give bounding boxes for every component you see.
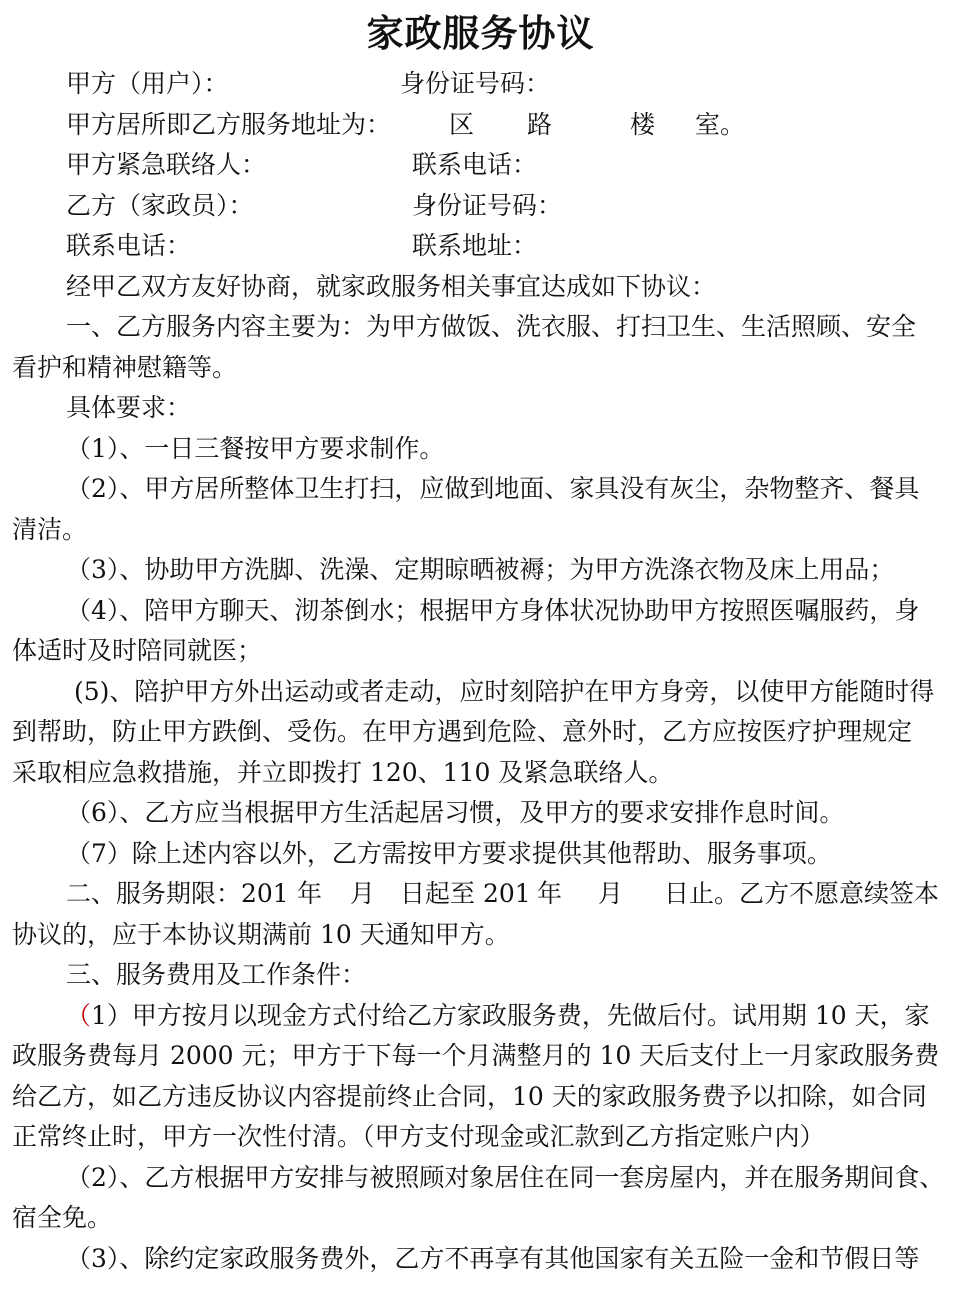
requirement-item-2-line2: 清洁。 xyxy=(12,515,88,544)
emergency-phone-label: 联系电话： xyxy=(412,150,538,179)
section2-month1: 月 xyxy=(350,879,376,908)
requirement-item-5-line3: 采取相应急救措施，并立即拨打 120、110 及紧急联络人。 xyxy=(12,758,674,787)
section2-line2: 协议的，应于本协议期满前 10 天通知甲方。 xyxy=(12,920,510,949)
requirement-item-3: （3）、协助甲方洗脚、洗澡、定期晾晒被褥；为甲方洗涤衣物及床上用品； xyxy=(66,555,895,584)
party-b-address-label: 联系地址： xyxy=(412,231,538,260)
section2-rest: 日止。乙方不愿意续签本 xyxy=(664,879,940,908)
section3-item-1-line4: 正常终止时，甲方一次性付清。（甲方支付现金或汇款到乙方指定账户内） xyxy=(12,1122,825,1151)
requirement-item-4-line1: （4）、陪甲方聊天、沏茶倒水；根据甲方身体状况协助甲方按照医嘱服药，身 xyxy=(66,596,920,625)
address-room: 室。 xyxy=(695,110,746,139)
party-b-phone-label: 联系电话： xyxy=(66,231,192,260)
section2-year2: 年 xyxy=(537,879,563,908)
section1-line2: 看护和精神慰籍等。 xyxy=(12,353,238,382)
party-a-id-label: 身份证号码： xyxy=(400,69,551,98)
section2-year1: 年 xyxy=(297,879,323,908)
address-road: 路 xyxy=(527,110,553,139)
address-district: 区 xyxy=(449,110,475,139)
section2-month2: 月 xyxy=(598,879,624,908)
section3-item-1-line3: 给乙方，如乙方违反协议内容提前终止合同，10 天的家政服务费予以扣除，如合同 xyxy=(12,1082,927,1111)
emergency-contact-label: 甲方紧急联络人： xyxy=(66,150,267,179)
section3-heading: 三、服务费用及工作条件： xyxy=(66,960,367,989)
section3-item-1-open-paren: （ xyxy=(66,1001,92,1030)
requirement-item-5-line2: 到帮助，防止甲方跌倒、受伤。在甲方遇到危险、意外时，乙方应按医疗护理规定 xyxy=(12,717,913,746)
requirement-item-7: （7）除上述内容以外，乙方需按甲方要求提供其他帮助、服务事项。 xyxy=(66,839,832,868)
party-b-id-label: 身份证号码： xyxy=(412,191,563,220)
party-b-label: 乙方（家政员）： xyxy=(66,191,254,220)
intro-paragraph: 经甲乙双方友好协商，就家政服务相关事宜达成如下协议： xyxy=(66,272,717,301)
requirement-item-2-line1: （2）、甲方居所整体卫生打扫，应做到地面、家具没有灰尘，杂物整齐、餐具 xyxy=(66,474,920,503)
document-title: 家政服务协议 xyxy=(366,11,595,55)
address-building: 楼 xyxy=(630,110,656,139)
requirements-label: 具体要求： xyxy=(66,393,192,422)
party-a-label: 甲方（用户）： xyxy=(66,69,229,98)
requirement-item-6: （6）、乙方应当根据甲方生活起居习惯，及甲方的要求安排作息时间。 xyxy=(66,798,845,827)
section2-day-from: 日起至 201 xyxy=(400,879,531,908)
address-label: 甲方居所即乙方服务地址为： xyxy=(66,110,392,139)
requirement-item-1: （1）、一日三餐按甲方要求制作。 xyxy=(66,434,445,463)
section3-item-2-line2: 宿全免。 xyxy=(12,1203,113,1232)
section2-prefix: 二、服务期限：201 xyxy=(66,879,289,908)
section3-item-2-line1: （2）、乙方根据甲方安排与被照顾对象居住在同一套房屋内，并在服务期间食、 xyxy=(66,1163,945,1192)
section1-line1: 一、乙方服务内容主要为：为甲方做饭、洗衣服、打扫卫生、生活照顾、安全 xyxy=(66,312,917,341)
requirement-item-5-line1: (5)、陪护甲方外出运动或者走动，应时刻陪护在甲方身旁，以使甲方能随时得 xyxy=(74,677,935,706)
section3-item-3-line1: （3）、除约定家政服务费外，乙方不再享有其他国家有关五险一金和节假日等 xyxy=(66,1244,920,1273)
section3-item-1-line2: 政服务费每月 2000 元；甲方于下每一个月满整月的 10 天后支付上一月家政服务费 xyxy=(12,1041,940,1070)
requirement-item-4-line2: 体适时及时陪同就医； xyxy=(12,636,263,665)
section3-item-1-line1: 1）甲方按月以现金方式付给乙方家政服务费，先做后付。试用期 10 天，家 xyxy=(91,1001,930,1030)
